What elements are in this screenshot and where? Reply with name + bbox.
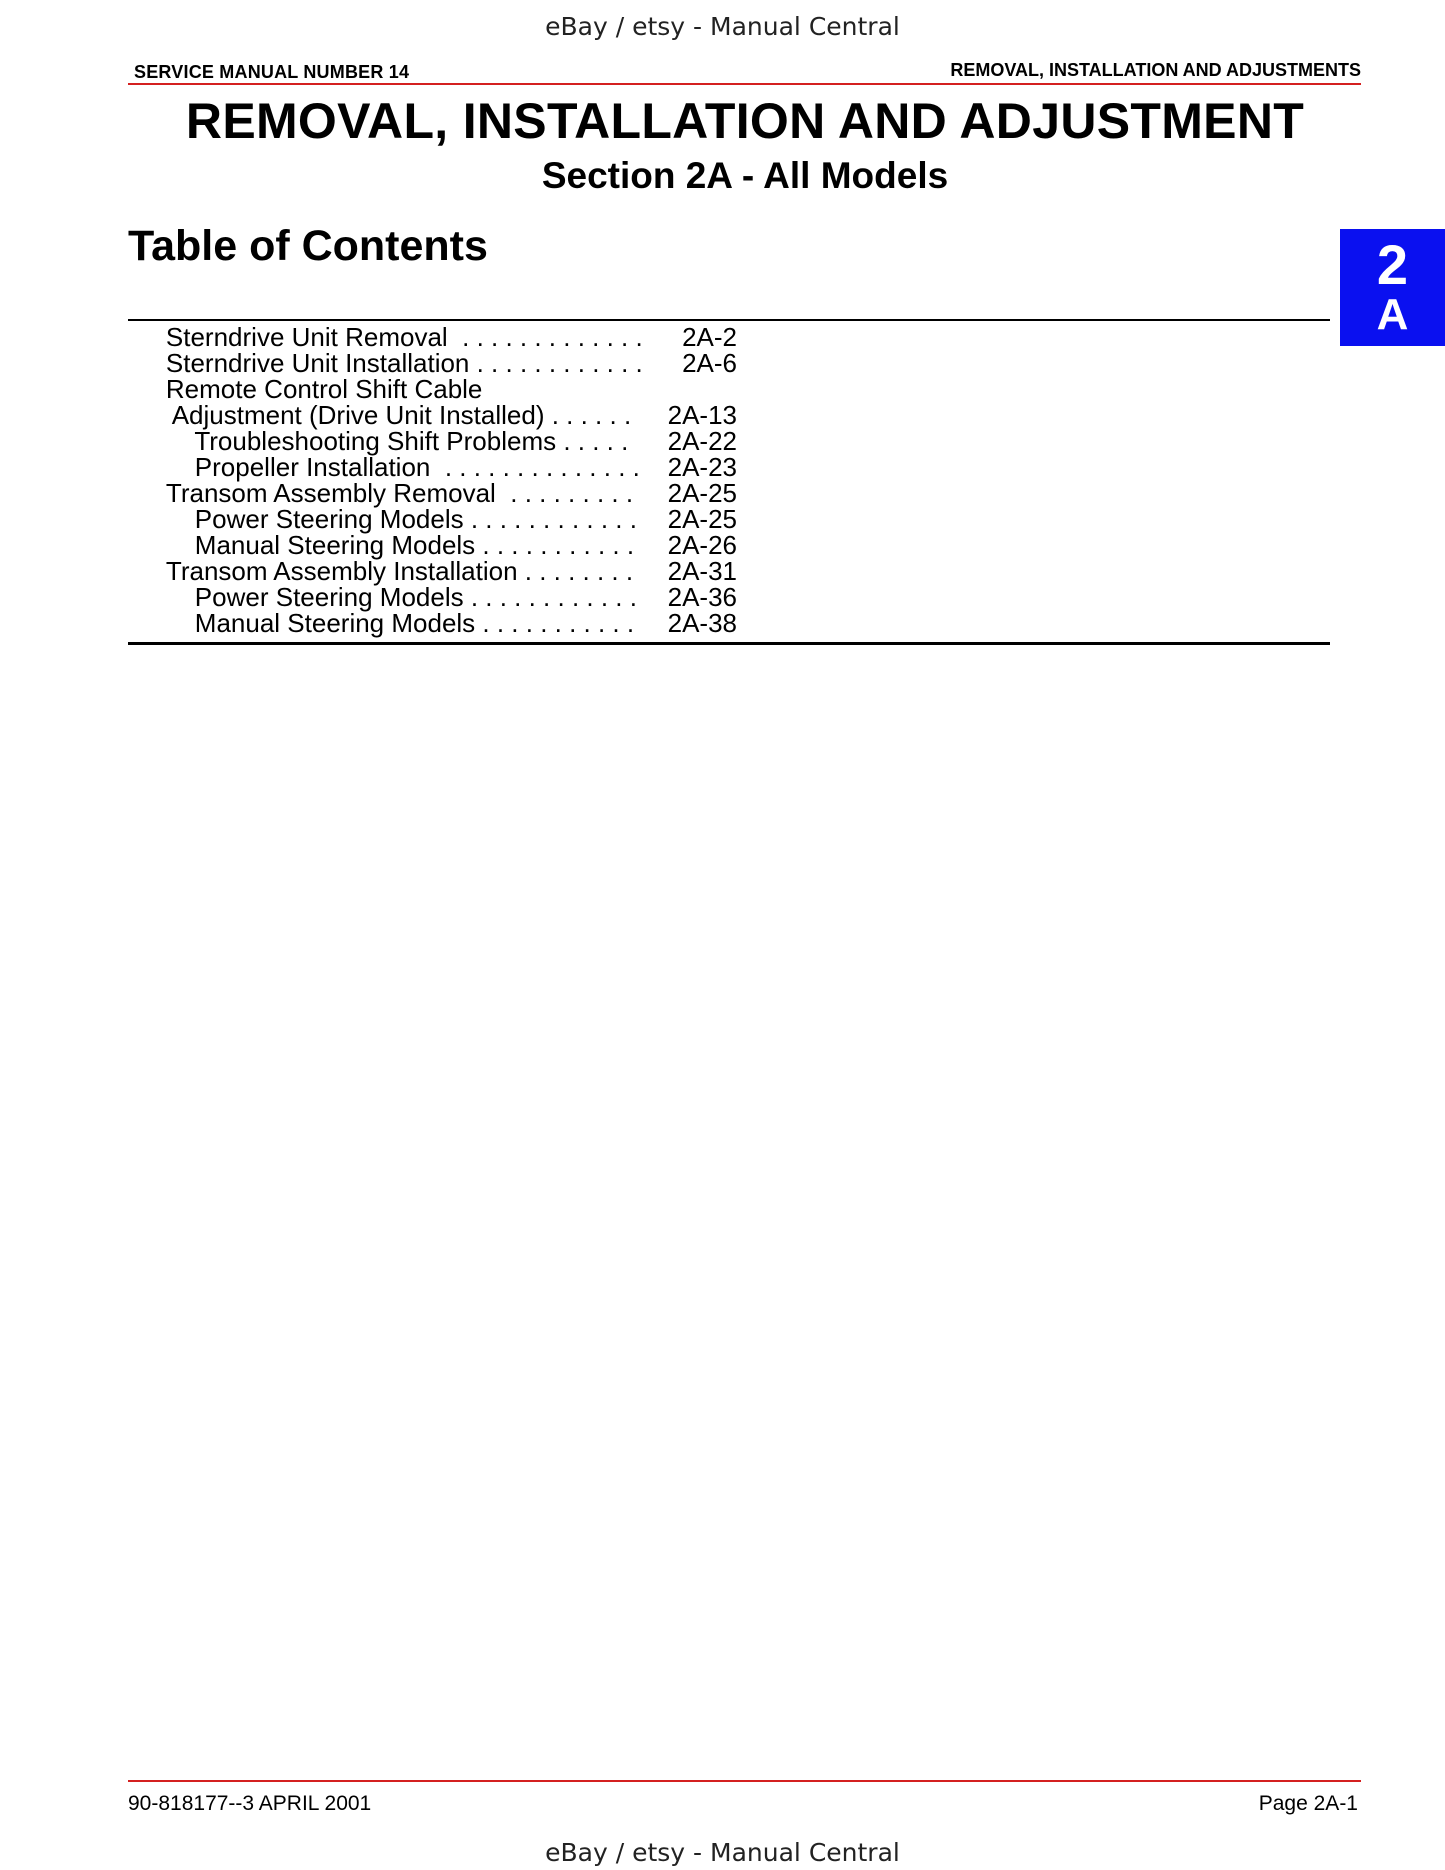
- toc-entry[interactable]: [137, 584, 737, 610]
- toc-entry-label: Sterndrive Unit Removal . . . . . . . . . . . . .: [165, 322, 643, 352]
- toc-entry-page: 2A-23: [667, 452, 737, 482]
- toc-entry-page: 2A-31: [667, 556, 737, 586]
- toc-entry-label: Propeller Installation . . . . . . . . . . . . . .: [165, 452, 640, 482]
- toc-entry-label: Power Steering Models . . . . . . . . . . . .: [165, 504, 637, 534]
- toc-entry-label: Transom Assembly Installation . . . . . . . .: [165, 556, 634, 586]
- toc-heading: Table of Contents: [128, 222, 488, 270]
- watermark-bottom: eBay / etsy - Manual Central: [545, 1838, 900, 1867]
- toc-entry[interactable]: [137, 506, 737, 532]
- toc-list: [137, 324, 737, 636]
- toc-entry-label: Troubleshooting Shift Problems . . . . .: [165, 426, 629, 456]
- toc-entry-page: 2A-36: [667, 582, 737, 612]
- toc-entry: [137, 376, 737, 402]
- toc-entry-page: 2A-25: [667, 504, 737, 534]
- toc-entry[interactable]: [137, 610, 737, 636]
- toc-entry-label: Adjustment (Drive Unit Installed) . . . . . .: [165, 400, 632, 430]
- footer-rule: [128, 1780, 1361, 1782]
- page-title: REMOVAL, INSTALLATION AND ADJUSTMENT: [185, 93, 1305, 149]
- toc-entry-page: 2A-6: [682, 348, 737, 378]
- toc-bottom-rule: [128, 642, 1330, 645]
- section-tab-marker: [1340, 229, 1445, 346]
- section-tab-number: 2: [1376, 233, 1409, 296]
- toc-entry-page: 2A-13: [667, 400, 737, 430]
- toc-entry-page: 2A-38: [667, 608, 737, 638]
- toc-entry[interactable]: [137, 350, 737, 376]
- toc-entry[interactable]: [137, 402, 737, 428]
- toc-entry[interactable]: [137, 324, 737, 350]
- running-header-right: REMOVAL, INSTALLATION AND ADJUSTMENTS: [950, 60, 1361, 80]
- toc-entry-page: 2A-26: [667, 530, 737, 560]
- toc-entry-page: 2A-22: [667, 426, 737, 456]
- section-tab-letter: A: [1376, 290, 1409, 339]
- footer-page-number: Page 2A-1: [1258, 1792, 1358, 1815]
- toc-entry-label: Sterndrive Unit Installation . . . . . . . . . . . .: [165, 348, 643, 378]
- toc-entry-label: Power Steering Models . . . . . . . . . . . .: [165, 582, 637, 612]
- section-subtitle: Section 2A - All Models: [541, 155, 949, 196]
- toc-entry-page: 2A-25: [667, 478, 737, 508]
- toc-entry-label: Manual Steering Models . . . . . . . . . . .: [165, 530, 635, 560]
- toc-entry-page: 2A-2: [682, 322, 737, 352]
- toc-entry-label: Transom Assembly Removal . . . . . . . . .: [165, 478, 634, 508]
- toc-entry[interactable]: [137, 480, 737, 506]
- toc-entry-label: Remote Control Shift Cable: [165, 374, 483, 404]
- footer-doc-number: 90-818177--3 APRIL 2001: [128, 1792, 372, 1815]
- toc-top-rule: [128, 319, 1330, 321]
- toc-entry-label: Manual Steering Models . . . . . . . . . . .: [165, 608, 635, 638]
- header-rule: [128, 83, 1361, 85]
- toc-entry[interactable]: [137, 532, 737, 558]
- running-header-left: SERVICE MANUAL NUMBER 14: [134, 62, 410, 82]
- toc-entry[interactable]: [137, 454, 737, 480]
- toc-entry[interactable]: [137, 558, 737, 584]
- toc-entry[interactable]: [137, 428, 737, 454]
- watermark-top: eBay / etsy - Manual Central: [545, 12, 900, 41]
